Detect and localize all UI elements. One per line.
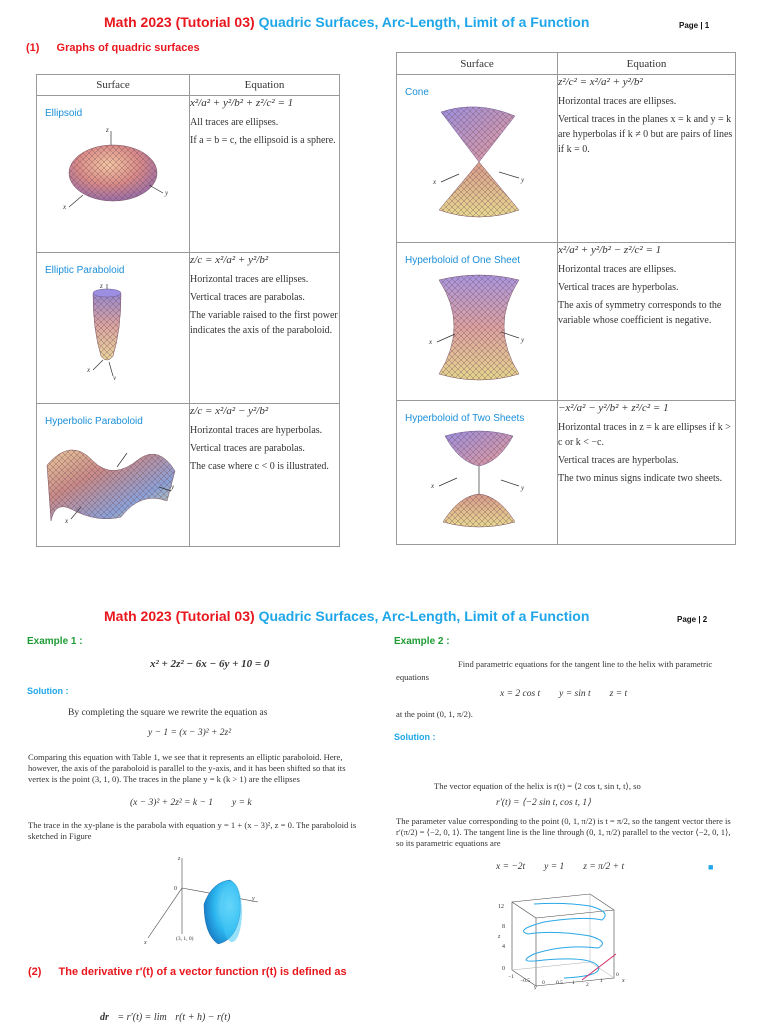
y-tick: 1 <box>572 980 575 986</box>
x-axis-label: x <box>431 482 435 490</box>
surface-equation: x²/a² + y²/b² − z²/c² = 1 <box>558 244 662 256</box>
y-tick: −0.5 <box>520 978 530 984</box>
section2-title: The derivative r′(t) of a vector function r(t) is defined as <box>58 966 347 978</box>
example1-equation-2: y − 1 = (x − 3)² + 2z² <box>148 728 232 738</box>
z-axis-label: z <box>100 282 103 290</box>
section1-heading <box>26 42 200 54</box>
x-tick: 2 <box>586 982 589 988</box>
section1-num: (1) <box>26 42 40 54</box>
surface-name: Hyperboloid of Two Sheets <box>405 413 525 424</box>
page1-course: Math 2023 (Tutorial 03) <box>104 14 255 30</box>
surface-note: The variable raised to the first power indicates the axis of the paraboloid. <box>190 310 338 336</box>
surface-note: If a = b = c, the ellipsoid is a sphere. <box>190 135 336 146</box>
table-header-equation: Equation <box>190 75 340 96</box>
surface-equation: z/c = x²/a² − y²/b² <box>190 405 269 417</box>
z-axis-label: z <box>178 856 181 862</box>
example2-label: Example 2 : <box>394 636 450 647</box>
surface-name: Cone <box>405 87 429 98</box>
y-axis-label: y <box>165 189 169 197</box>
example1-text-2: Comparing this equation with Table 1, we see that it represents an elliptic paraboloid. Here, however, the axis of the paraboloid is parallel to the y-axis, and it has been shifted so that its vertex is the point (3, 1, 0). The traces in the plane y = k (k > 1) are the ellipses <box>28 752 346 784</box>
x-tick: 0 <box>616 972 619 978</box>
y-axis-label: y <box>521 484 525 492</box>
y-tick: 0 <box>542 980 545 986</box>
surface-note: The axis of symmetry corresponds to the variable whose coefficient is negative. <box>558 300 722 326</box>
x-axis-label: x <box>87 366 91 374</box>
x-axis-label: x <box>429 338 433 346</box>
table-row-ellipsoid <box>37 96 340 253</box>
surface-note: Horizontal traces in z = k are ellipses if k > c or k < −c. <box>558 422 731 448</box>
elliptic-paraboloid-figure <box>47 280 177 380</box>
ellipsoid-figure <box>47 123 177 213</box>
example1-equation-3: (x − 3)² + 2z² = k − 1 y = k <box>130 798 252 808</box>
surface-equation: −x²/a² − y²/b² + z²/c² = 1 <box>558 402 669 414</box>
y-axis-label: y <box>252 896 255 902</box>
surface-note: Horizontal traces are ellipses. <box>190 274 309 285</box>
x-axis-label: x <box>433 178 437 186</box>
z-tick: 0 <box>502 966 505 972</box>
surface-equation: x²/a² + y²/b² + z²/c² = 1 <box>190 97 294 109</box>
surface-note: Horizontal traces are ellipses. <box>558 96 677 107</box>
x-axis-label: x <box>622 978 625 984</box>
y-tick: 0.5 <box>556 980 563 986</box>
surface-equation: z²/c² = x²/a² + y²/b² <box>558 76 643 88</box>
example2-equation-2: r′(t) = ⟨−2 sin t, cos t, 1⟩ <box>496 798 591 808</box>
table-row-hyperbolic-paraboloid <box>37 404 340 547</box>
page2-number: Page | 2 <box>677 615 708 624</box>
page1-header <box>104 14 589 30</box>
hyperboloid-one-sheet-figure <box>407 270 547 390</box>
page1-number: Page | 1 <box>679 21 710 30</box>
surface-note: All traces are ellipses. <box>190 117 279 128</box>
x-axis-label: x <box>144 940 147 946</box>
surface-note: Vertical traces are parabolas. <box>190 443 305 454</box>
example1-text-1: By completing the square we rewrite the equation as <box>68 708 268 718</box>
hyperbolic-paraboloid-figure <box>41 431 181 527</box>
figure-vertex-label: (3, 1, 0) <box>176 936 194 942</box>
y-axis-label: y <box>521 336 525 344</box>
page2-topic: Quadric Surfaces, Arc-Length, Limit of a Function <box>258 608 590 624</box>
surface-note: Horizontal traces are ellipses. <box>558 264 677 275</box>
surface-note: Vertical traces are parabolas. <box>190 292 305 303</box>
example1-text-3: The trace in the xy-plane is the parabola with equation y = 1 + (x − 3)², z = 0. The paraboloid is sketched in Figure <box>28 820 357 841</box>
y-axis-label: y <box>171 483 175 491</box>
z-axis-label: z <box>106 126 109 134</box>
quadric-table-left <box>36 74 340 547</box>
page2-header <box>104 608 589 624</box>
end-of-proof-mark: ■ <box>708 862 714 872</box>
example2-equation-1: x = 2 cos t y = sin t z = t <box>500 689 628 699</box>
z-tick: 4 <box>502 944 505 950</box>
surface-name: Hyperbolic Paraboloid <box>45 416 143 427</box>
y-axis-label: y <box>534 985 537 990</box>
surface-note: The case where c < 0 is illustrated. <box>190 461 329 472</box>
surface-name: Elliptic Paraboloid <box>45 265 125 276</box>
surface-name: Hyperboloid of One Sheet <box>405 255 521 266</box>
example2-text-3: The vector equation of the helix is r(t) = ⟨2 cos t, sin t, t⟩, so <box>434 781 641 791</box>
example2-solution-label: Solution : <box>394 732 436 742</box>
example2-text-2: at the point (0, 1, π/2). <box>396 709 473 719</box>
section2-num: (2) <box>28 966 42 978</box>
hyperboloid-two-sheets-figure <box>407 428 547 528</box>
table-header-equation: Equation <box>558 53 736 75</box>
x-axis-label: x <box>65 517 69 525</box>
section1-title: Graphs of quadric surfaces <box>56 42 200 54</box>
helix-plot <box>494 890 634 990</box>
y-tick: −1 <box>508 974 514 980</box>
section2-formula <box>100 1012 230 1023</box>
formula-fraction: r(t + h) − r(t) <box>175 1012 231 1023</box>
example2-text-1: Find parametric equations for the tangent line to the helix with parametric equations <box>396 659 713 682</box>
example2-equation-3: x = −2t y = 1 z = π/2 + t <box>496 862 625 872</box>
page2-course: Math 2023 (Tutorial 03) <box>104 608 255 624</box>
table-row-hyperboloid-one-sheet <box>397 243 736 401</box>
quadric-table-right <box>396 52 736 545</box>
x-tick: 1 <box>600 978 603 984</box>
surface-note: Vertical traces in the planes x = k and y = k are hyperbolas if k ≠ 0 but are pairs of lines if k = 0. <box>558 114 733 155</box>
surface-note: Vertical traces are hyperbolas. <box>558 282 679 293</box>
table-row-cone <box>397 75 736 243</box>
example1-solution-label: Solution : <box>27 686 69 696</box>
formula-derivative: = r′(t) = lim <box>117 1012 167 1023</box>
surface-note: Horizontal traces are hyperbolas. <box>190 425 323 436</box>
cone-figure <box>407 102 547 222</box>
page1-topic: Quadric Surfaces, Arc-Length, Limit of a Function <box>258 14 590 30</box>
z-axis-label: z <box>498 934 501 940</box>
example2-text-4: The parameter value corresponding to the point (0, 1, π/2) is t = π/2, so the tangent vector there is r′(π/2) = ⟨−2, 0, 1⟩. The tangent line is the line through (0, 1, π/2) parallel to the vector ⟨−2, 0, 1⟩, so its parametric equations are <box>396 816 731 848</box>
table-row-elliptic-paraboloid <box>37 253 340 404</box>
surface-name: Ellipsoid <box>45 108 83 119</box>
example1-label: Example 1 : <box>27 636 83 647</box>
x-axis-label: x <box>63 203 67 211</box>
z-tick: 12 <box>498 904 504 910</box>
y-axis-label: y <box>521 176 525 184</box>
formula-dr: dr <box>100 1012 109 1023</box>
table-header-surface: Surface <box>37 75 190 96</box>
example1-paraboloid-figure <box>140 852 260 952</box>
z-tick: 8 <box>502 924 505 930</box>
y-axis-label: y <box>113 374 117 380</box>
surface-equation: z/c = x²/a² + y²/b² <box>190 254 269 266</box>
example1-equation: x² + 2z² − 6x − 6y + 10 = 0 <box>150 658 270 670</box>
figure-origin-label: 0 <box>174 886 177 892</box>
surface-note: Vertical traces are hyperbolas. <box>558 455 679 466</box>
table-row-hyperboloid-two-sheets <box>397 401 736 545</box>
table-header-surface: Surface <box>397 53 558 75</box>
surface-note: The two minus signs indicate two sheets. <box>558 473 723 484</box>
section2-heading <box>28 964 358 980</box>
